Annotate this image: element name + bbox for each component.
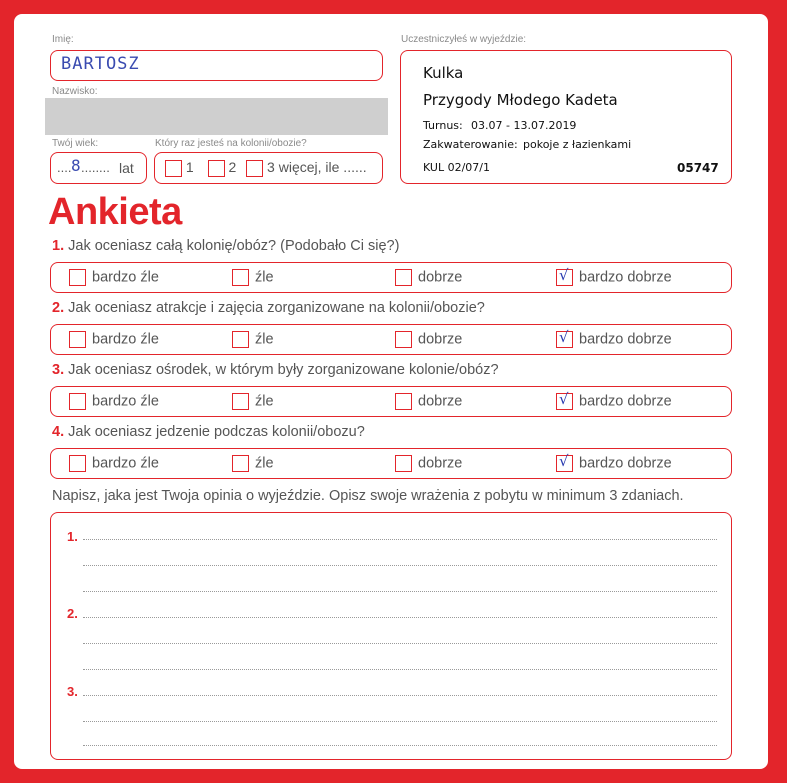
ktory-raz-field [154,152,383,184]
answer-option[interactable] [69,269,159,286]
wiek-field[interactable] [50,152,147,184]
survey-title: Ankieta [48,191,182,233]
wiek-dots-after: ........ [81,160,110,175]
option-label: dobrze [418,393,463,410]
trip-info-box [400,50,732,184]
turnus-label: Turnus: [423,119,463,132]
question-text: Jak oceniasz całą kolonię/obóz? (Podobało Ci się?) [68,238,400,254]
answer-option[interactable] [556,452,672,472]
answer-option[interactable] [395,455,462,472]
opinion-field[interactable] [50,512,732,760]
answer-row-4 [50,448,732,479]
ktory-raz-label: Który raz jesteś na kolonii/obozie? [155,138,307,149]
zakwaterowanie-value: pokoje z łazienkami [523,138,632,151]
checkbox[interactable] [395,269,412,286]
answer-option[interactable] [232,331,274,348]
option-label: źle [255,393,274,410]
writing-line [83,745,717,746]
option-label: bardzo źle [92,269,159,286]
answer-option[interactable] [556,266,672,286]
option-label: źle [255,269,274,286]
checkbox[interactable] [556,266,573,286]
ktory-raz-checkbox-2[interactable] [208,160,225,177]
opinion-num-1: 1. [67,529,78,544]
checkbox[interactable] [69,269,86,286]
answer-option[interactable] [69,455,159,472]
writing-line [83,565,717,566]
option-label: bardzo dobrze [579,455,672,472]
checkbox[interactable] [395,331,412,348]
checkbox[interactable] [232,331,249,348]
checkbox[interactable] [395,393,412,410]
question-2 [52,300,485,316]
option-label: bardzo źle [92,455,159,472]
option-label: dobrze [418,331,463,348]
checkbox[interactable] [556,390,573,410]
turnus-value: 03.07 - 13.07.2019 [471,119,577,132]
writing-line [83,695,717,696]
checkbox[interactable] [69,331,86,348]
writing-line [83,617,717,618]
question-number: 4. [52,424,65,440]
option-label: bardzo dobrze [579,269,672,286]
trip-number: 05747 [677,161,719,175]
ktory-raz-opt2: 2 [228,159,237,175]
answer-option[interactable] [232,393,274,410]
question-4 [52,424,365,440]
question-number: 3. [52,362,65,378]
answer-option[interactable] [69,331,159,348]
checkbox[interactable] [232,269,249,286]
question-1 [52,238,399,254]
ktory-raz-opt1: 1 [185,159,194,175]
wiek-label: Twój wiek: [52,138,99,149]
check-mark-icon: √ [559,328,569,346]
option-label: dobrze [418,455,463,472]
option-label: bardzo źle [92,331,159,348]
check-mark-icon: √ [559,452,569,470]
answer-option[interactable] [232,269,274,286]
checkbox[interactable] [232,455,249,472]
option-label: źle [255,331,274,348]
option-label: bardzo dobrze [579,393,672,410]
option-label: bardzo dobrze [579,331,672,348]
opinion-num-3: 3. [67,684,78,699]
imie-value: BARTOSZ [61,54,140,74]
trip-program: Przygody Młodego Kadeta [423,91,618,109]
writing-line [83,721,717,722]
answer-option[interactable] [69,393,159,410]
writing-line [83,591,717,592]
nazwisko-redacted [45,98,388,135]
question-text: Jak oceniasz jedzenie podczas kolonii/obozu? [68,424,365,440]
option-label: źle [255,455,274,472]
checkbox[interactable] [232,393,249,410]
question-number: 1. [52,238,65,254]
answer-option[interactable] [232,455,274,472]
writing-line [83,539,717,540]
checkbox[interactable] [556,452,573,472]
writing-line [83,643,717,644]
uczestniczyles-label: Uczestniczyłeś w wyjeździe: [401,34,527,45]
checkbox[interactable] [556,328,573,348]
answer-row-3 [50,386,732,417]
answer-option[interactable] [395,331,462,348]
trip-code: KUL 02/07/1 [423,161,490,174]
wiek-unit: lat [119,160,134,176]
answer-option[interactable] [395,393,462,410]
zakwaterowanie-label: Zakwaterowanie: [423,138,518,151]
nazwisko-label: Nazwisko: [52,86,98,97]
ktory-raz-checkbox-1[interactable] [165,160,182,177]
question-number: 2. [52,300,65,316]
checkbox[interactable] [69,393,86,410]
answer-option[interactable] [556,328,672,348]
opinion-prompt: Napisz, jaka jest Twoja opinia o wyjeździe. Opisz swoje wrażenia z pobytu w minimum 3 zdaniach. [52,488,684,504]
writing-line [83,669,717,670]
check-mark-icon: √ [559,390,569,408]
option-label: bardzo źle [92,393,159,410]
answer-option[interactable] [556,390,672,410]
answer-row-1 [50,262,732,293]
answer-row-2 [50,324,732,355]
question-3 [52,362,499,378]
wiek-dots-before: .... [57,160,72,175]
opinion-num-2: 2. [67,606,78,621]
imie-label: Imię: [52,34,74,45]
option-label: dobrze [418,269,463,286]
imie-field[interactable] [50,50,383,81]
ktory-raz-opt3: 3 więcej, ile ...... [267,159,367,175]
checkbox[interactable] [69,455,86,472]
checkbox[interactable] [395,455,412,472]
question-text: Jak oceniasz atrakcje i zajęcia zorganizowane na kolonii/obozie? [68,300,485,316]
trip-name: Kulka [423,64,464,82]
answer-option[interactable] [395,269,462,286]
wiek-value: 8 [71,156,81,175]
check-mark-icon: √ [559,266,569,284]
ktory-raz-checkbox-3[interactable] [246,160,263,177]
question-text: Jak oceniasz ośrodek, w którym były zorganizowane kolonie/obóz? [68,362,499,378]
